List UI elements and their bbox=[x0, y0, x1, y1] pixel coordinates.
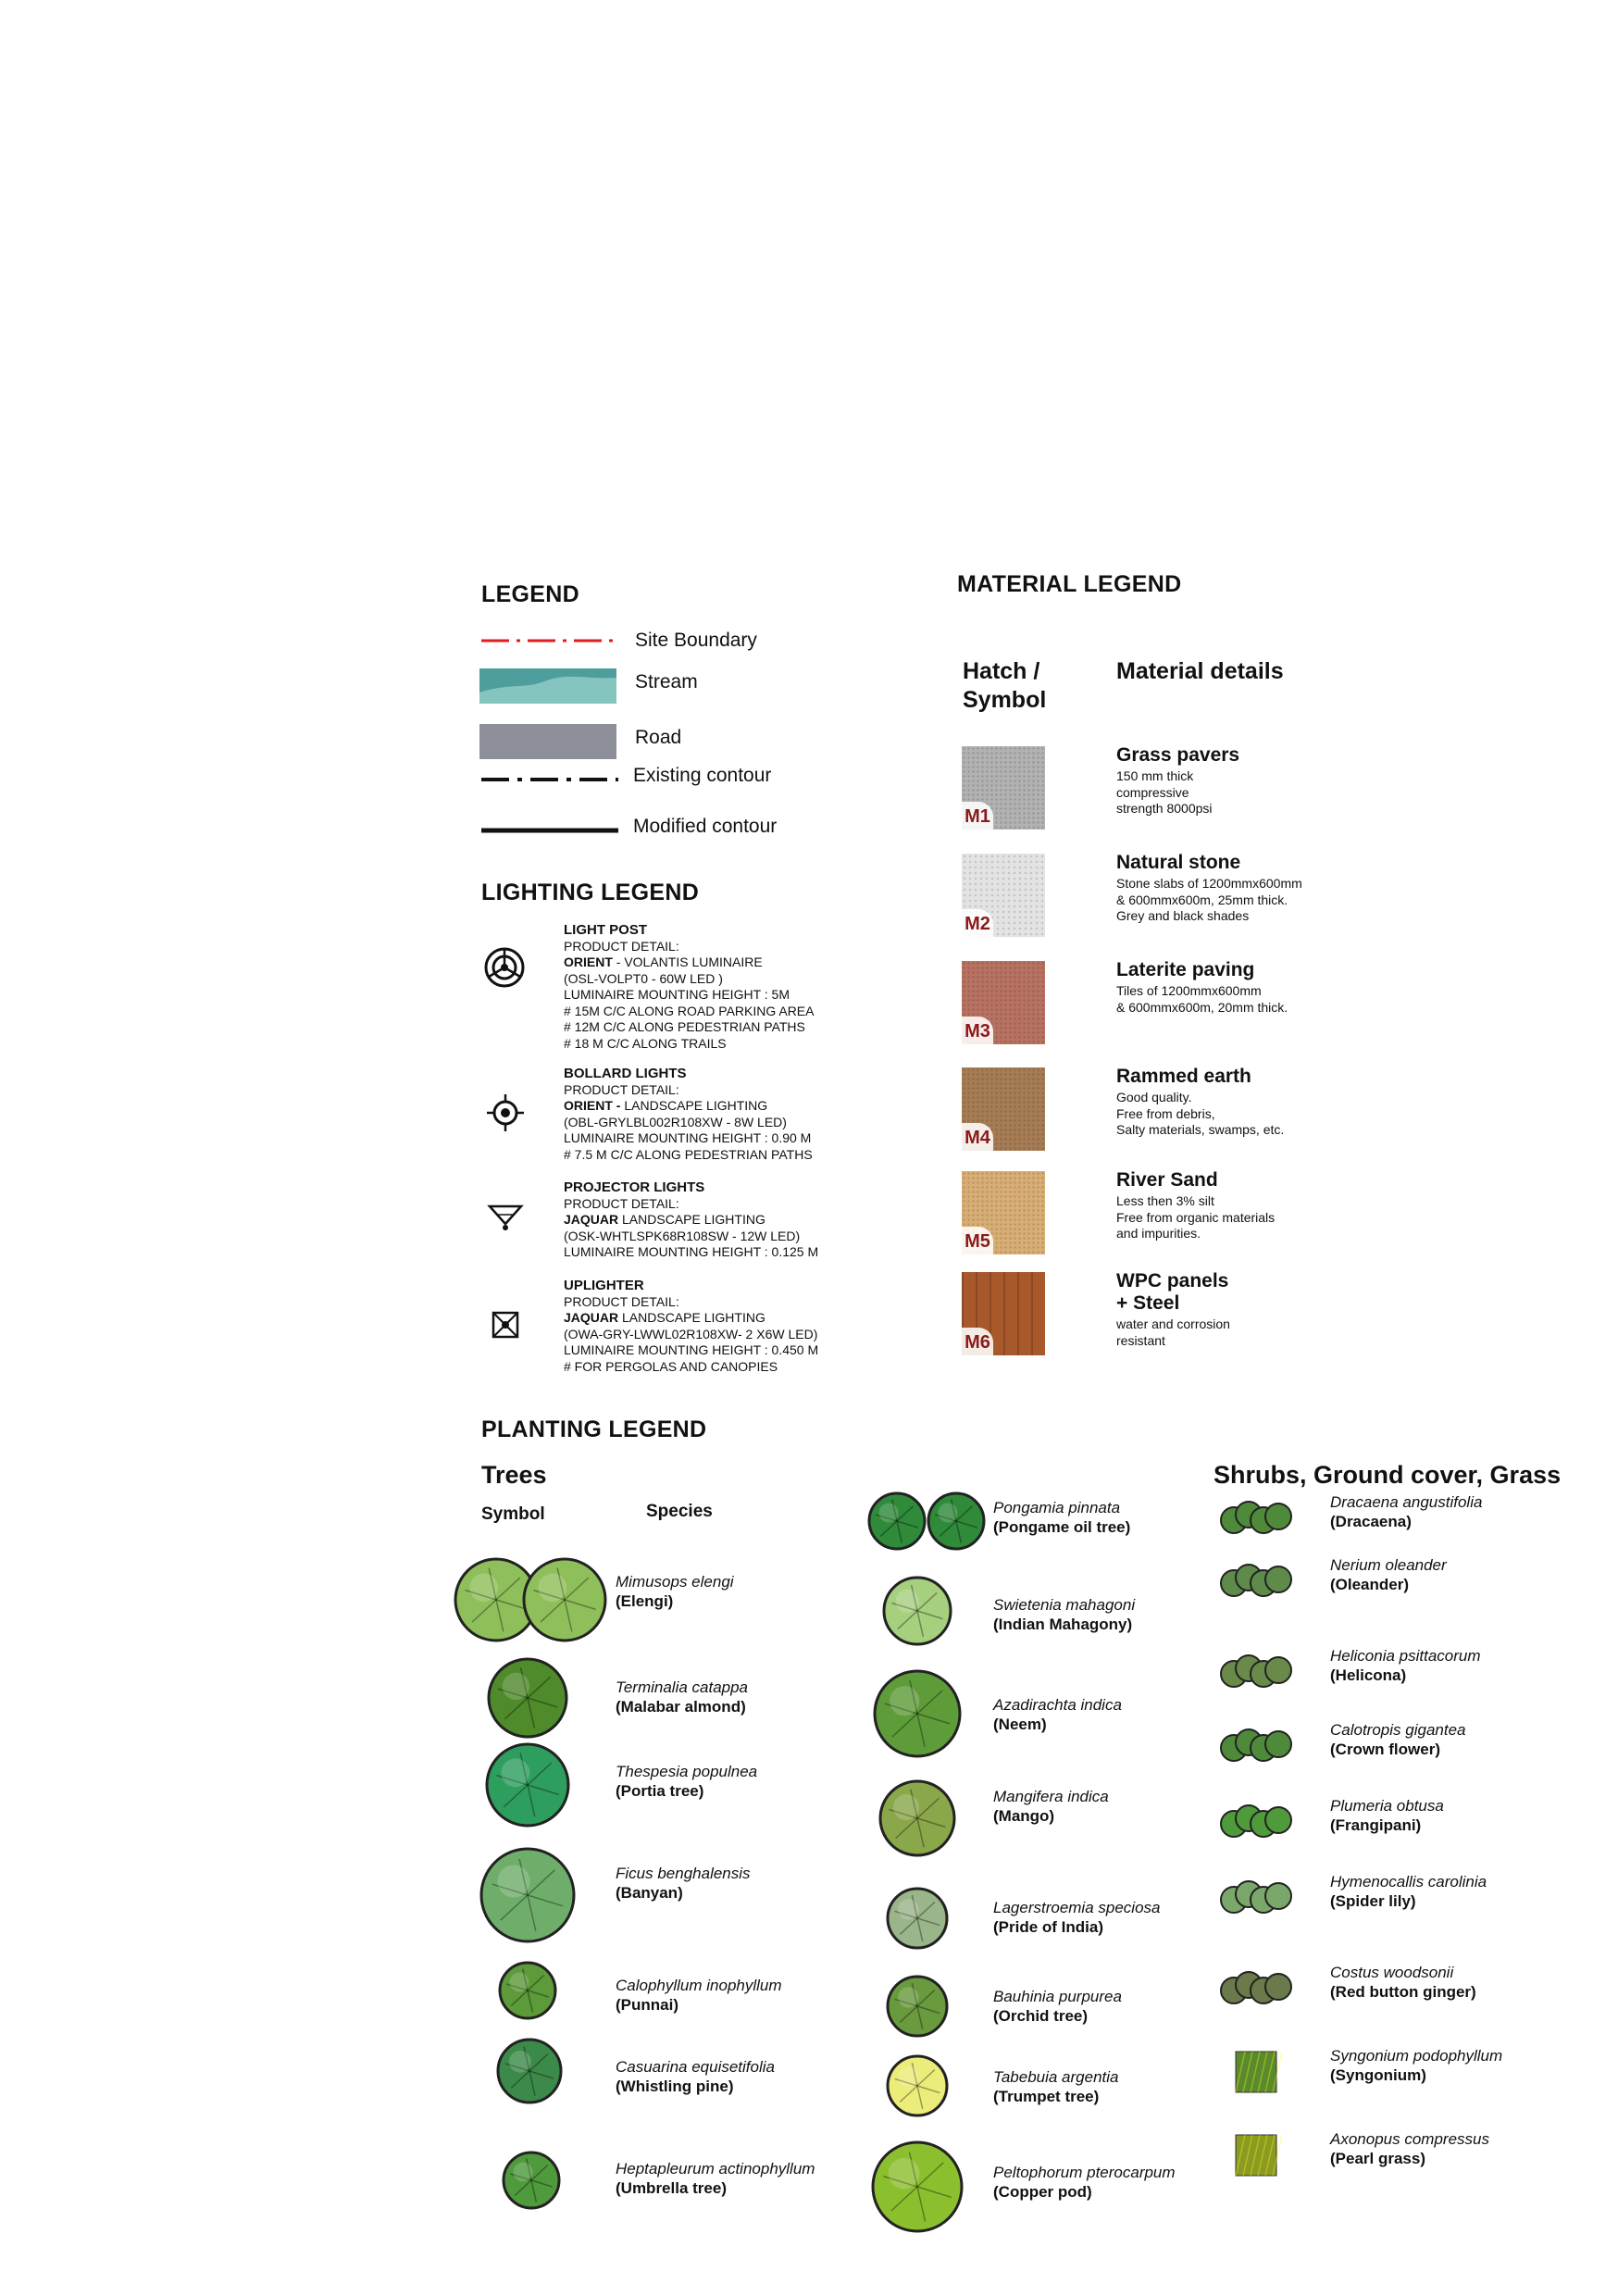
material-details bbox=[1116, 1270, 1230, 1349]
material-details bbox=[1116, 744, 1239, 817]
existing-contour-symbol bbox=[481, 773, 618, 786]
tree-right-1-label bbox=[993, 1595, 1135, 1634]
species-column-header: Species bbox=[646, 1502, 713, 1521]
projector-light-icon bbox=[487, 1204, 524, 1233]
scientific-name: Plumeria obtusa bbox=[1330, 1797, 1444, 1815]
plant-symbol bbox=[865, 1490, 928, 1553]
material-legend-title: MATERIAL LEGEND bbox=[957, 571, 1182, 597]
tree-right-0-label bbox=[993, 1498, 1130, 1537]
plant-symbol bbox=[1217, 1726, 1295, 1766]
common-name: (Pongame oil tree) bbox=[993, 1518, 1131, 1536]
road-symbol bbox=[479, 724, 616, 759]
material-description-line: compressive bbox=[1116, 784, 1189, 800]
common-name: (Mango) bbox=[993, 1807, 1055, 1825]
material-swatch-m4 bbox=[962, 1067, 1045, 1151]
common-name: (Pearl grass) bbox=[1330, 2150, 1425, 2167]
scientific-name: Heliconia psittacorum bbox=[1330, 1647, 1481, 1665]
projector-light-line: (OSK-WHTLSPK68R108SW - 12W LED) bbox=[564, 1228, 801, 1243]
scientific-name: Tabebuia argentia bbox=[993, 2068, 1119, 2086]
material-description-line: Free from organic materials bbox=[1116, 1209, 1276, 1225]
plant-symbol bbox=[520, 1555, 609, 1644]
scientific-name: Axonopus compressus bbox=[1330, 2130, 1489, 2148]
scientific-name: Calotropis gigantea bbox=[1330, 1721, 1466, 1739]
plant-symbol bbox=[500, 2149, 563, 2212]
material-details-header: Material details bbox=[1116, 658, 1284, 684]
shrub-3-label bbox=[1330, 1720, 1465, 1759]
common-name: (Indian Mahagony) bbox=[993, 1616, 1133, 1633]
plant-symbol bbox=[877, 1778, 958, 1859]
plant-symbol bbox=[1217, 1652, 1295, 1692]
material-description-line: Tiles of 1200mmx600mm bbox=[1116, 983, 1262, 998]
plant-symbol bbox=[1217, 1498, 1295, 1539]
tree-symbol-left-6 bbox=[500, 2149, 563, 2212]
scientific-name: Azadirachta indica bbox=[993, 1696, 1122, 1714]
tree-symbol-left-5 bbox=[494, 2036, 565, 2106]
material-description-line: strength 8000psi bbox=[1116, 801, 1213, 816]
stream-symbol bbox=[479, 668, 616, 704]
light-post-name: LIGHT POST bbox=[564, 922, 647, 938]
plant-symbol bbox=[494, 2036, 565, 2106]
plant-symbol bbox=[1217, 1561, 1295, 1602]
tree-symbol-right-1 bbox=[880, 1574, 954, 1648]
scientific-name: Swietenia mahagoni bbox=[993, 1596, 1136, 1614]
plant-symbol bbox=[1217, 1968, 1295, 2009]
material-description-line: 150 mm thick bbox=[1116, 768, 1194, 783]
common-name: (Dracaena) bbox=[1330, 1513, 1412, 1530]
shrub-4-label bbox=[1330, 1796, 1444, 1835]
plant-symbol bbox=[884, 1885, 951, 1952]
common-name: (Trumpet tree) bbox=[993, 2088, 1100, 2105]
uplighter-icon bbox=[492, 1311, 519, 1339]
tree-left-5-label bbox=[616, 2057, 775, 2096]
tree-right-4-label bbox=[993, 1898, 1160, 1937]
light-post-details bbox=[564, 922, 814, 1052]
tree-symbol-left-2 bbox=[483, 1741, 572, 1829]
plant-symbol bbox=[880, 1574, 954, 1648]
common-name: (Crown flower) bbox=[1330, 1741, 1440, 1758]
scientific-name: Terminalia catappa bbox=[616, 1678, 749, 1696]
material-code: M2 bbox=[962, 909, 993, 937]
tree-symbol-right-5 bbox=[884, 1973, 951, 2040]
common-name: (Whistling pine) bbox=[616, 2078, 734, 2095]
trees-title: Trees bbox=[481, 1461, 547, 1489]
light-post-line: PRODUCT DETAIL: bbox=[564, 938, 679, 954]
scientific-name: Nerium oleander bbox=[1330, 1556, 1447, 1574]
material-description-line: Less then 3% silt bbox=[1116, 1193, 1214, 1208]
projector-light-line: PRODUCT DETAIL: bbox=[564, 1195, 679, 1211]
light-post-line: # 18 M C/C ALONG TRAILS bbox=[564, 1035, 727, 1051]
plant-symbol bbox=[884, 1973, 951, 2040]
shrub-2-label bbox=[1330, 1646, 1481, 1685]
uplighter-brand-line: JAQUAR LANDSCAPE LIGHTING bbox=[564, 1310, 765, 1325]
shrub-1-label bbox=[1330, 1555, 1447, 1594]
tree-symbol-left-0-b bbox=[520, 1555, 609, 1644]
material-swatch-m1 bbox=[962, 746, 1045, 830]
plant-symbol bbox=[496, 1959, 559, 2022]
legend-label-modified-contour: Modified contour bbox=[633, 816, 778, 837]
material-details bbox=[1116, 852, 1302, 925]
plant-symbol bbox=[1217, 1802, 1295, 1842]
shrub-5-label bbox=[1330, 1872, 1487, 1911]
common-name: (Elengi) bbox=[616, 1592, 674, 1610]
material-swatch-m5 bbox=[962, 1171, 1045, 1254]
common-name: (Orchid tree) bbox=[993, 2007, 1089, 2025]
common-name: (Helicona) bbox=[1330, 1666, 1407, 1684]
shrub-symbol-8 bbox=[1217, 2135, 1295, 2176]
material-swatch-m2 bbox=[962, 854, 1045, 937]
uplighter-line: LUMINAIRE MOUNTING HEIGHT : 0.450 M bbox=[564, 1342, 819, 1357]
legend-label-site-boundary: Site Boundary bbox=[635, 630, 757, 651]
light-post-line: # 15M C/C ALONG ROAD PARKING AREA bbox=[564, 1003, 815, 1018]
plant-symbol bbox=[871, 1667, 964, 1760]
legend-label-stream: Stream bbox=[635, 671, 698, 693]
common-name: (Portia tree) bbox=[616, 1782, 704, 1800]
plant-symbol bbox=[1217, 2135, 1295, 2176]
bollard-light-line: (OBL-GRYLBL002R108XW - 8W LED) bbox=[564, 1114, 787, 1129]
common-name: (Spider lily) bbox=[1330, 1892, 1416, 1910]
material-name: Grass pavers bbox=[1116, 744, 1240, 766]
plant-symbol bbox=[483, 1741, 572, 1829]
projector-light-name: PROJECTOR LIGHTS bbox=[564, 1179, 705, 1195]
shrub-symbol-3 bbox=[1217, 1726, 1295, 1766]
light-post-brand-line: ORIENT - VOLANTIS LUMINAIRE bbox=[564, 955, 763, 969]
scientific-name: Bauhinia purpurea bbox=[993, 1988, 1122, 2005]
scientific-name: Hymenocallis carolinia bbox=[1330, 1873, 1487, 1890]
material-description-line: & 600mmx600m, 25mm thick. bbox=[1116, 892, 1288, 907]
shrub-symbol-1 bbox=[1217, 1561, 1295, 1602]
light-post-line: # 12M C/C ALONG PEDESTRIAN PATHS bbox=[564, 1019, 805, 1034]
modified-contour-symbol bbox=[481, 824, 618, 837]
material-swatch-m6 bbox=[962, 1272, 1045, 1355]
shrub-symbol-7 bbox=[1217, 2052, 1295, 2092]
scientific-name: Casuarina equisetifolia bbox=[616, 2058, 775, 2076]
scientific-name: Calophyllum inophyllum bbox=[616, 1977, 782, 1994]
symbol-column-header: Symbol bbox=[481, 1504, 545, 1524]
plant-symbol bbox=[1217, 1878, 1295, 1918]
tree-symbol-left-4 bbox=[496, 1959, 559, 2022]
bollard-light-details bbox=[564, 1066, 813, 1163]
material-description-line: Good quality. bbox=[1116, 1090, 1192, 1104]
site-boundary-symbol bbox=[481, 631, 620, 650]
bollard-light-line: # 7.5 M C/C ALONG PEDESTRIAN PATHS bbox=[564, 1146, 813, 1162]
shrub-symbol-4 bbox=[1217, 1802, 1295, 1842]
material-name: River Sand bbox=[1116, 1169, 1218, 1191]
material-description bbox=[1116, 1193, 1275, 1242]
material-description-line: Free from debris, bbox=[1116, 1105, 1215, 1121]
uplighter-details bbox=[564, 1278, 818, 1375]
material-details bbox=[1116, 959, 1288, 1016]
material-description bbox=[1116, 876, 1302, 925]
projector-light-details bbox=[564, 1179, 818, 1261]
tree-left-0-label bbox=[616, 1572, 734, 1611]
scientific-name: Pongamia pinnata bbox=[993, 1499, 1121, 1516]
uplighter-line: # FOR PERGOLAS AND CANOPIES bbox=[564, 1358, 778, 1374]
shrubs-title: Shrubs, Ground cover, Grass bbox=[1214, 1461, 1562, 1489]
material-description-line: and impurities. bbox=[1116, 1226, 1201, 1241]
material-description-line: & 600mmx600m, 20mm thick. bbox=[1116, 999, 1288, 1015]
planting-legend-title: PLANTING LEGEND bbox=[481, 1416, 707, 1442]
shrub-7-label bbox=[1330, 2046, 1502, 2085]
material-name: WPC panels + Steel bbox=[1116, 1270, 1229, 1314]
scientific-name: Costus woodsonii bbox=[1330, 1964, 1454, 1981]
scientific-name: Lagerstroemia speciosa bbox=[993, 1899, 1161, 1916]
bollard-light-brand-line: ORIENT - LANDSCAPE LIGHTING bbox=[564, 1098, 768, 1113]
material-description bbox=[1116, 768, 1239, 817]
uplighter-line: PRODUCT DETAIL: bbox=[564, 1293, 679, 1309]
tree-symbol-right-0 bbox=[865, 1490, 928, 1553]
scientific-name: Syngonium podophyllum bbox=[1330, 2047, 1503, 2065]
tree-right-3-label bbox=[993, 1787, 1109, 1826]
tree-right-2-label bbox=[993, 1695, 1122, 1734]
bollard-light-line: PRODUCT DETAIL: bbox=[564, 1081, 679, 1097]
material-name: Laterite paving bbox=[1116, 959, 1255, 980]
common-name: (Malabar almond) bbox=[616, 1698, 746, 1716]
material-code: M1 bbox=[962, 802, 993, 830]
material-details bbox=[1116, 1066, 1284, 1139]
tree-right-7-label bbox=[993, 2163, 1176, 2202]
common-name: (Oleander) bbox=[1330, 1576, 1410, 1593]
uplighter-name: UPLIGHTER bbox=[564, 1278, 644, 1293]
scientific-name: Peltophorum pterocarpum bbox=[993, 2164, 1176, 2181]
uplighter-line: (OWA-GRY-LWWL02R108XW- 2 X6W LED) bbox=[564, 1326, 818, 1341]
material-description-line: Salty materials, swamps, etc. bbox=[1116, 1122, 1285, 1137]
shrub-symbol-2 bbox=[1217, 1652, 1295, 1692]
tree-symbol-right-2 bbox=[871, 1667, 964, 1760]
material-code: M5 bbox=[962, 1227, 993, 1254]
material-code: M3 bbox=[962, 1017, 993, 1044]
tree-symbol-right-6 bbox=[884, 2053, 951, 2119]
plant-symbol bbox=[925, 1490, 988, 1553]
tree-symbol-right-4 bbox=[884, 1885, 951, 1952]
shrub-8-label bbox=[1330, 2129, 1489, 2168]
hatch-symbol-header: Hatch / Symbol bbox=[963, 658, 1047, 713]
scientific-name: Mangifera indica bbox=[993, 1788, 1109, 1805]
scientific-name: Thespesia populnea bbox=[616, 1763, 758, 1780]
scientific-name: Mimusops elengi bbox=[616, 1573, 734, 1591]
plant-symbol bbox=[884, 2053, 951, 2119]
shrub-0-label bbox=[1330, 1492, 1482, 1531]
plant-symbol bbox=[869, 2139, 965, 2235]
tree-left-2-label bbox=[616, 1762, 757, 1801]
common-name: (Neem) bbox=[993, 1716, 1047, 1733]
bollard-light-line: LUMINAIRE MOUNTING HEIGHT : 0.90 M bbox=[564, 1130, 812, 1145]
tree-symbol-right-3 bbox=[877, 1778, 958, 1859]
material-description-line: resistant bbox=[1116, 1332, 1165, 1348]
shrub-symbol-6 bbox=[1217, 1968, 1295, 2009]
light-post-line: LUMINAIRE MOUNTING HEIGHT : 5M bbox=[564, 987, 790, 1002]
material-name: Rammed earth bbox=[1116, 1066, 1251, 1087]
material-description bbox=[1116, 1090, 1284, 1139]
tree-symbol-left-3 bbox=[478, 1845, 578, 1945]
plant-symbol bbox=[478, 1845, 578, 1945]
projector-light-brand-line: JAQUAR LANDSCAPE LIGHTING bbox=[564, 1212, 765, 1227]
tree-symbol-left-1 bbox=[485, 1655, 570, 1741]
legend-label-road: Road bbox=[635, 727, 682, 748]
shrub-6-label bbox=[1330, 1963, 1476, 2002]
light-post-line: (OSL-VOLPT0 - 60W LED ) bbox=[564, 970, 723, 986]
material-description-line: Grey and black shades bbox=[1116, 908, 1250, 923]
lighting-legend-title: LIGHTING LEGEND bbox=[481, 880, 700, 905]
projector-light-line: LUMINAIRE MOUNTING HEIGHT : 0.125 M bbox=[564, 1244, 819, 1259]
material-description-line: water and corrosion bbox=[1116, 1316, 1230, 1331]
legend-title: LEGEND bbox=[481, 581, 579, 607]
common-name: (Umbrella tree) bbox=[616, 2179, 727, 2197]
scientific-name: Dracaena angustifolia bbox=[1330, 1493, 1483, 1511]
common-name: (Red button ginger) bbox=[1330, 1983, 1476, 2001]
common-name: (Punnai) bbox=[616, 1996, 678, 2014]
scientific-name: Heptapleurum actinophyllum bbox=[616, 2160, 815, 2177]
material-description-line: Stone slabs of 1200mmx600mm bbox=[1116, 876, 1302, 891]
plant-symbol bbox=[1217, 2052, 1295, 2092]
shrub-symbol-0 bbox=[1217, 1498, 1295, 1539]
tree-left-6-label bbox=[616, 2159, 815, 2198]
common-name: (Syngonium) bbox=[1330, 2066, 1426, 2084]
material-code: M6 bbox=[962, 1328, 993, 1355]
material-details bbox=[1116, 1169, 1275, 1242]
material-swatch-m3 bbox=[962, 961, 1045, 1044]
tree-right-5-label bbox=[993, 1987, 1122, 2026]
tree-symbol-right-7 bbox=[869, 2139, 965, 2235]
common-name: (Banyan) bbox=[616, 1884, 683, 1902]
material-name: Natural stone bbox=[1116, 852, 1241, 873]
material-description bbox=[1116, 1316, 1230, 1349]
bollard-light-name: BOLLARD LIGHTS bbox=[564, 1066, 687, 1081]
legend-label-existing-contour: Existing contour bbox=[633, 765, 772, 786]
material-description bbox=[1116, 983, 1288, 1016]
material-code: M4 bbox=[962, 1123, 993, 1151]
tree-left-3-label bbox=[616, 1864, 751, 1903]
scientific-name: Ficus benghalensis bbox=[616, 1865, 751, 1882]
common-name: (Pride of India) bbox=[993, 1918, 1103, 1936]
bollard-light-icon bbox=[487, 1094, 524, 1131]
tree-left-1-label bbox=[616, 1678, 748, 1716]
light-post-icon bbox=[483, 946, 526, 989]
common-name: (Copper pod) bbox=[993, 2183, 1092, 2201]
tree-right-6-label bbox=[993, 2067, 1119, 2106]
shrub-symbol-5 bbox=[1217, 1878, 1295, 1918]
plant-symbol bbox=[485, 1655, 570, 1741]
tree-symbol-right-0-b bbox=[925, 1490, 988, 1553]
common-name: (Frangipani) bbox=[1330, 1816, 1422, 1834]
tree-left-4-label bbox=[616, 1976, 782, 2015]
